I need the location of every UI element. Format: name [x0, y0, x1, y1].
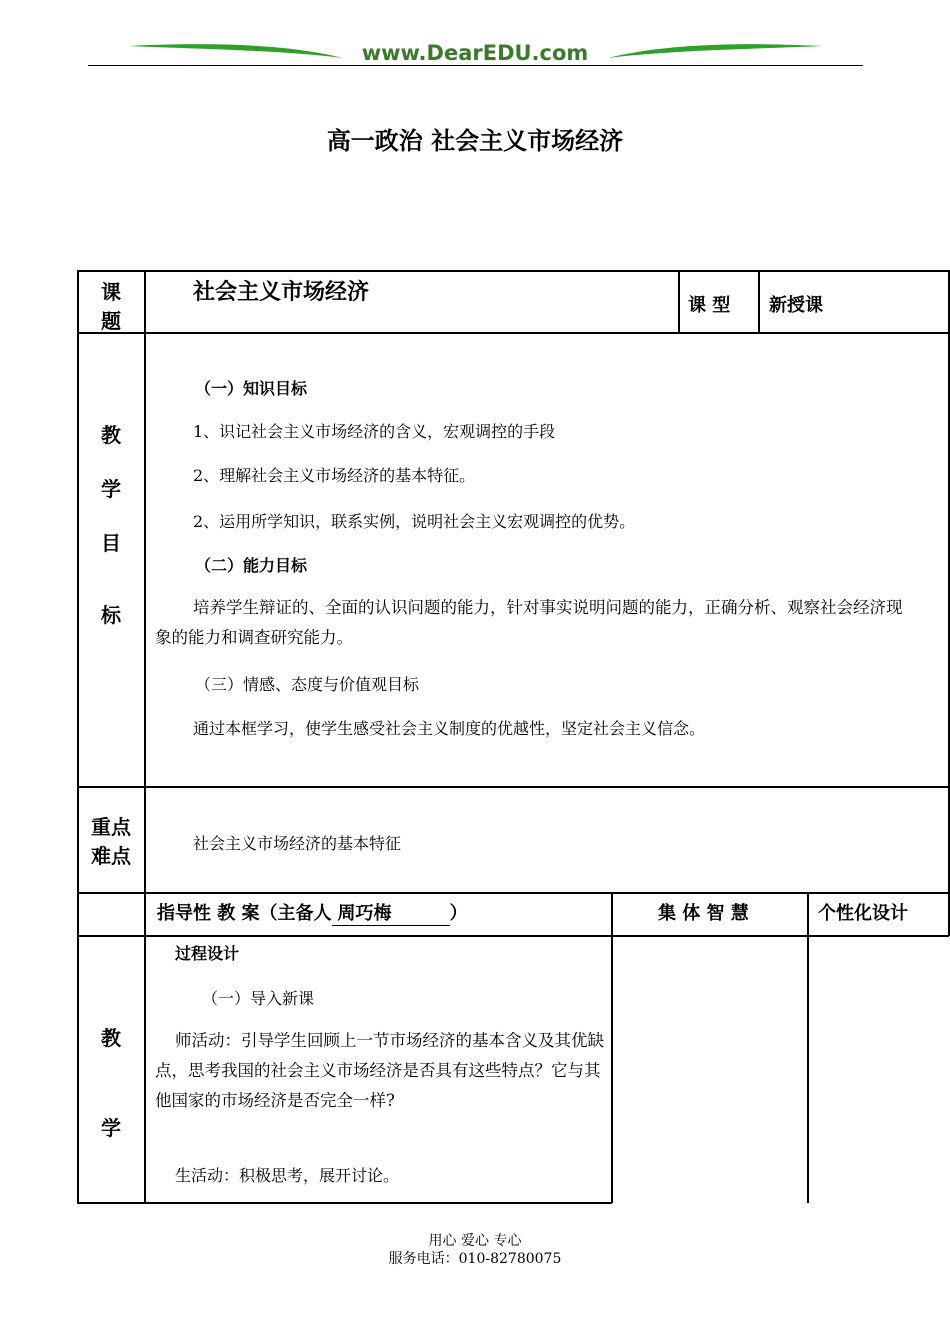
site-logo[interactable]: www.DearEDU.com — [361, 41, 589, 65]
teacher-activity: 师活动：引导学生回顾上一节市场经济的基本含义及其优缺点，思考我国的社会主义市场经济是否具有这些特点？它与其他国家的市场经济是否完全一样? — [155, 1031, 604, 1110]
footer-slogan: 用心 爱心 专心 — [428, 1233, 522, 1249]
plan-header: 指导性 教 案（主备人 周巧梅 ） — [157, 899, 468, 926]
ability-goal-text: 培养学生辩证的、全面的认识问题的能力，针对事实说明问题的能力，正确分析、观察社会经济现象的能力和调查研究能力。 — [155, 598, 903, 647]
key-points-label: 重点 难点 — [91, 815, 131, 868]
process-design-title: 过程设计 — [175, 944, 240, 963]
key-points-content: 社会主义市场经济的基本特征 — [193, 834, 402, 853]
goal-item-3: 2、运用所学知识，联系实例，说明社会主义宏观调控的优势。 — [193, 512, 636, 531]
topic-label: 课 题 — [101, 280, 121, 333]
footer-phone: 服务电话：010-82780075 — [388, 1251, 562, 1267]
header-rule — [88, 65, 863, 66]
student-activity: 生活动：积极思考，展开讨论。 — [175, 1166, 400, 1185]
ability-goal-heading: （二）能力目标 — [195, 556, 308, 575]
topic-value: 社会主义市场经济 — [193, 280, 370, 305]
knowledge-goal-heading: （一）知识目标 — [195, 379, 308, 398]
collective-wisdom-header: 集 体 智 慧 — [658, 903, 749, 924]
emotion-goal-text: 通过本框学习，使学生感受社会主义制度的优越性，坚定社会主义信念。 — [193, 719, 706, 738]
lesson-type-value: 新授课 — [769, 295, 823, 316]
goal-item-2: 2、理解社会主义市场经济的基本特征。 — [193, 466, 476, 485]
intro-section-heading: （一）导入新课 — [202, 989, 315, 1008]
lesson-type-label: 课 型 — [688, 295, 731, 316]
preparer-name: 周巧梅 — [332, 899, 450, 926]
page-title: 高一政治 社会主义市场经济 — [326, 127, 624, 155]
goal-item-1: 1、识记社会主义市场经济的含义，宏观调控的手段 — [193, 422, 556, 441]
personal-design-header: 个性化设计 — [818, 903, 908, 924]
emotion-goal-heading: （三）情感、态度与价值观目标 — [195, 675, 420, 694]
